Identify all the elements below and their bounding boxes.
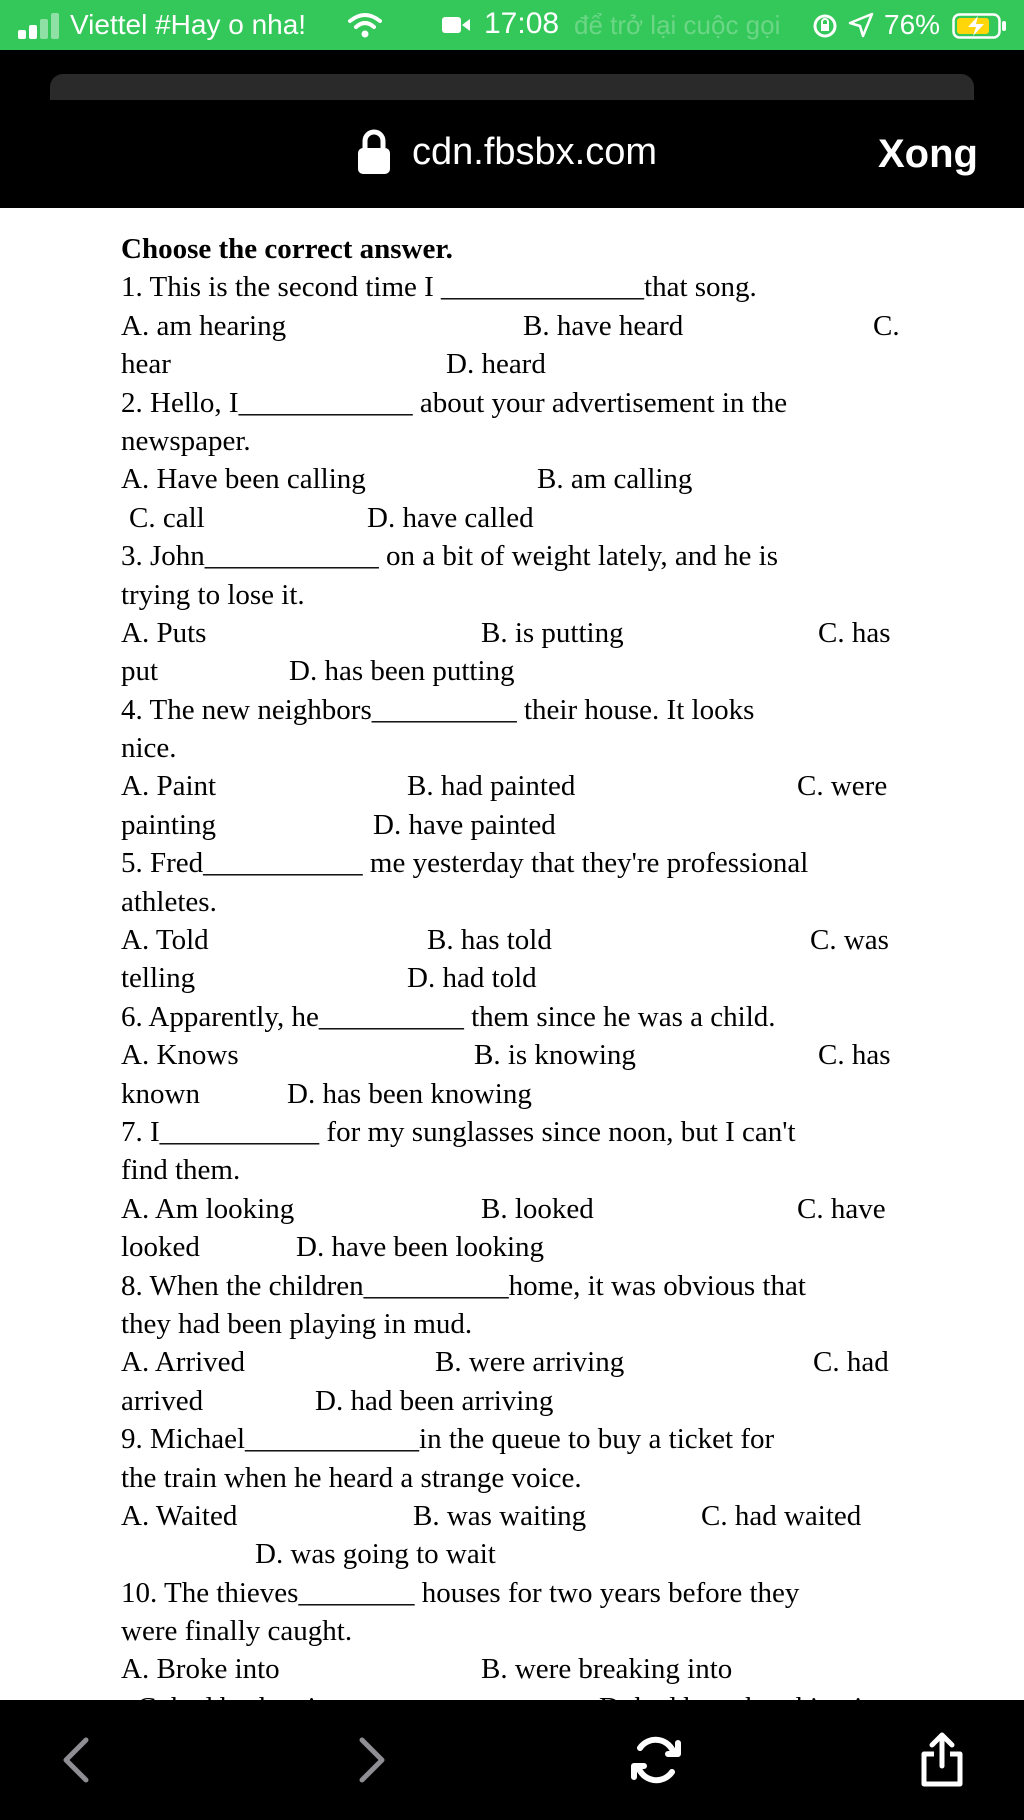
option-b: B. had painted bbox=[407, 770, 576, 803]
question-10-cont bbox=[121, 1612, 903, 1650]
option-c: C. have bbox=[797, 1192, 886, 1225]
option-c: C. were bbox=[797, 770, 888, 803]
doc-text: 8. When the children__________home, it was obvious that bbox=[121, 1269, 806, 1302]
question-10 bbox=[121, 1574, 903, 1612]
doc-heading: Choose the correct answer. bbox=[121, 233, 453, 265]
option-a: A. Have been calling bbox=[121, 463, 366, 496]
doc-text: 10. The thieves________ houses for two years before they bbox=[121, 1576, 800, 1609]
option-a: A. Paint bbox=[121, 770, 217, 803]
doc-text: the train when he heard a strange voice. bbox=[121, 1461, 582, 1494]
option-c: C. bbox=[873, 309, 900, 342]
battery-percent: 76% bbox=[884, 9, 941, 40]
options-8-cont bbox=[121, 1382, 903, 1420]
browser-toolbar bbox=[0, 1700, 1024, 1820]
options-2 bbox=[121, 460, 903, 498]
option-b: B. have heard bbox=[523, 309, 684, 342]
doc-text: painting bbox=[121, 808, 217, 841]
return-to-call-hint[interactable]: để trở lại cuộc gọi bbox=[574, 10, 781, 40]
question-9-cont bbox=[121, 1459, 903, 1497]
doc-text: arrived bbox=[121, 1384, 204, 1417]
option-d: D. had told bbox=[407, 962, 537, 995]
options-4 bbox=[121, 767, 903, 805]
option-c: C. call bbox=[129, 501, 205, 534]
doc-text: put bbox=[121, 655, 159, 688]
document-content bbox=[121, 230, 903, 1727]
reload-icon[interactable] bbox=[626, 1730, 686, 1790]
option-c: C. had bbox=[813, 1346, 889, 1379]
doc-text: trying to lose it. bbox=[121, 578, 305, 611]
option-c: C. has bbox=[818, 1039, 891, 1072]
option-d: D. has been knowing bbox=[287, 1077, 532, 1110]
done-button[interactable]: Xong bbox=[878, 132, 978, 176]
question-7 bbox=[121, 1113, 903, 1151]
question-6 bbox=[121, 998, 903, 1036]
question-4-cont bbox=[121, 729, 903, 767]
option-a: A. Broke into bbox=[121, 1653, 280, 1686]
option-d: D. had been arriving bbox=[315, 1384, 554, 1417]
option-b: B. was waiting bbox=[413, 1499, 587, 1532]
option-b: B. am calling bbox=[537, 463, 693, 496]
sheet-handle bbox=[50, 74, 974, 100]
doc-text: 2. Hello, I____________ about your advertisement in the bbox=[121, 386, 788, 419]
option-a: A. Puts bbox=[121, 616, 207, 649]
doc-text: nice. bbox=[121, 732, 177, 765]
options-2-cont bbox=[121, 499, 903, 537]
option-c: C. has bbox=[818, 616, 891, 649]
doc-text: 1. This is the second time I ______________that song. bbox=[121, 271, 757, 304]
question-9 bbox=[121, 1420, 903, 1458]
location-icon bbox=[848, 12, 874, 38]
doc-text: hear bbox=[121, 348, 171, 381]
share-icon[interactable] bbox=[912, 1730, 972, 1790]
carrier-name: Viettel #Hay o nha! bbox=[70, 9, 307, 40]
option-d: D. have been looking bbox=[296, 1231, 545, 1264]
option-c: C. was bbox=[810, 924, 889, 957]
question-8-cont bbox=[121, 1305, 903, 1343]
signal-icon bbox=[18, 13, 62, 39]
options-7-cont bbox=[121, 1228, 903, 1266]
doc-text: 4. The new neighbors__________ their house. It looks bbox=[121, 693, 755, 726]
option-c: C. had waited bbox=[701, 1499, 862, 1532]
option-a: A. Knows bbox=[121, 1039, 239, 1072]
browser-header bbox=[0, 50, 1024, 208]
question-3-cont bbox=[121, 576, 903, 614]
question-4 bbox=[121, 691, 903, 729]
option-b: B. is knowing bbox=[474, 1039, 636, 1072]
chevron-left-icon[interactable] bbox=[48, 1730, 108, 1790]
option-a: A. Waited bbox=[121, 1499, 238, 1532]
option-a: A. Am looking bbox=[121, 1192, 295, 1225]
options-9-cont bbox=[121, 1535, 903, 1573]
status-bar bbox=[0, 0, 1024, 50]
option-b: B. were breaking into bbox=[481, 1653, 733, 1686]
doc-text: find them. bbox=[121, 1154, 241, 1187]
option-d: D. have painted bbox=[373, 808, 556, 841]
clock: 17:08 bbox=[484, 7, 560, 40]
lock-icon bbox=[356, 128, 392, 176]
options-4-cont bbox=[121, 806, 903, 844]
option-b: B. were arriving bbox=[435, 1346, 625, 1379]
options-3 bbox=[121, 614, 903, 652]
options-9 bbox=[121, 1497, 903, 1535]
options-5 bbox=[121, 921, 903, 959]
option-a: A. am hearing bbox=[121, 309, 287, 342]
chevron-right-icon[interactable] bbox=[340, 1730, 400, 1790]
document-viewer[interactable] bbox=[0, 208, 1024, 1700]
options-1-cont bbox=[121, 345, 903, 383]
option-b: B. has told bbox=[427, 924, 552, 957]
options-1 bbox=[121, 307, 903, 345]
question-1 bbox=[121, 268, 903, 306]
url-domain[interactable]: cdn.fbsbx.com bbox=[412, 131, 657, 173]
option-d: D. has been putting bbox=[289, 655, 515, 688]
doc-text: 6. Apparently, he__________ them since he was a child. bbox=[121, 1000, 776, 1033]
doc-text: 7. I___________ for my sunglasses since noon, but I can't bbox=[121, 1115, 796, 1148]
options-6 bbox=[121, 1036, 903, 1074]
question-5 bbox=[121, 844, 903, 882]
rotation-lock-icon bbox=[812, 13, 838, 39]
question-7-cont bbox=[121, 1151, 903, 1189]
option-b: B. is putting bbox=[481, 616, 624, 649]
doc-text: were finally caught. bbox=[121, 1615, 353, 1648]
battery-charging-icon bbox=[952, 13, 1008, 39]
option-d: D. was going to wait bbox=[255, 1538, 496, 1571]
question-2 bbox=[121, 384, 903, 422]
doc-text: known bbox=[121, 1077, 200, 1110]
doc-text: they had been playing in mud. bbox=[121, 1307, 473, 1340]
doc-text: athletes. bbox=[121, 885, 217, 918]
doc-text: 5. Fred___________ me yesterday that they're professional bbox=[121, 847, 809, 880]
option-b: B. looked bbox=[481, 1192, 594, 1225]
doc-text: 9. Michael____________in the queue to buy a ticket for bbox=[121, 1423, 775, 1456]
options-6-cont bbox=[121, 1075, 903, 1113]
video-call-icon bbox=[442, 17, 470, 33]
options-10 bbox=[121, 1650, 903, 1688]
options-7 bbox=[121, 1190, 903, 1228]
doc-text: telling bbox=[121, 962, 196, 995]
options-3-cont bbox=[121, 652, 903, 690]
option-a: A. Told bbox=[121, 924, 209, 957]
wifi-icon bbox=[348, 11, 382, 39]
question-3 bbox=[121, 537, 903, 575]
options-8 bbox=[121, 1343, 903, 1381]
option-a: A. Arrived bbox=[121, 1346, 246, 1379]
doc-text: 3. John____________ on a bit of weight lately, and he is bbox=[121, 540, 778, 573]
doc-text: newspaper. bbox=[121, 424, 251, 457]
question-8 bbox=[121, 1267, 903, 1305]
option-d: D. heard bbox=[446, 348, 546, 381]
options-5-cont bbox=[121, 959, 903, 997]
doc-text: looked bbox=[121, 1231, 200, 1264]
option-d: D. have called bbox=[367, 501, 534, 534]
question-2-cont bbox=[121, 422, 903, 460]
question-5-cont bbox=[121, 883, 903, 921]
